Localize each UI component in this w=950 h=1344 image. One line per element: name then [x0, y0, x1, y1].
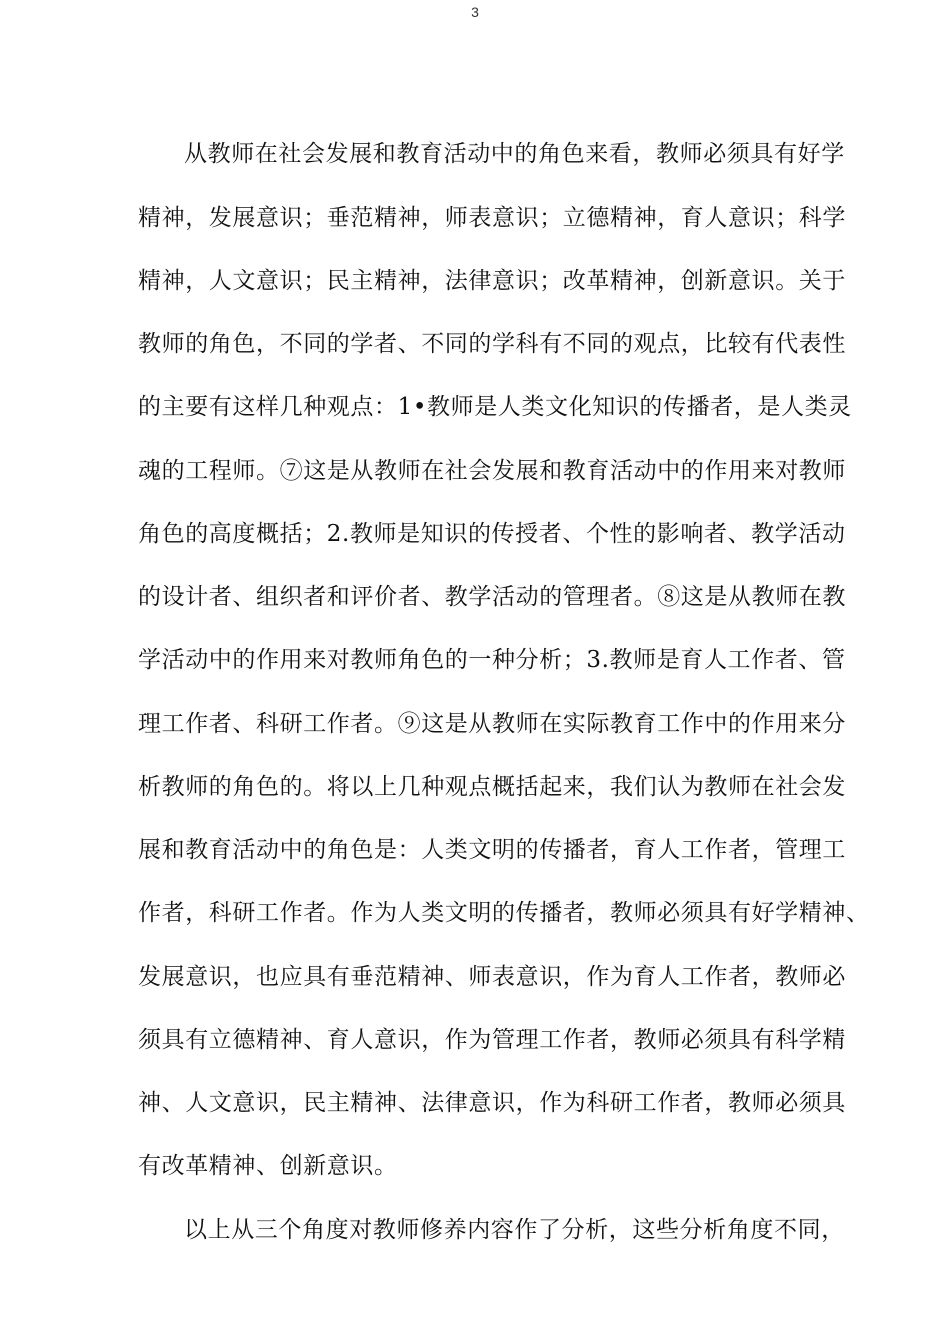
paragraph-1-line-17: 有改革精神、创新意识。 — [138, 1153, 398, 1179]
paragraph-1-line-3: 精神，人文意识；民主精神，法律意识；改革精神，创新意识。关于 — [138, 268, 846, 294]
paragraph-1-line-12: 展和教育活动中的角色是：人类文明的传播者，育人工作者，管理工 — [138, 837, 846, 863]
paragraph-1-line-1: 从教师在社会发展和教育活动中的角色来看，教师必须具有好学 — [184, 141, 845, 167]
paragraph-2-line-1: 以上从三个角度对教师修养内容作了分析，这些分析角度不同， — [184, 1217, 845, 1243]
page-number: 3 — [471, 4, 479, 20]
paragraph-1-line-11: 析教师的角色的。将以上几种观点概括起来，我们认为教师在社会发 — [138, 774, 846, 800]
paragraph-1-line-5: 的主要有这样几种观点：1•教师是人类文化知识的传播者，是人类灵 — [138, 394, 852, 420]
paragraph-1-line-7: 角色的高度概括；2.教师是知识的传授者、个性的影响者、教学活动 — [138, 521, 846, 547]
paragraph-1-line-9: 学活动中的作用来对教师角色的一种分析；3.教师是育人工作者、管 — [138, 647, 846, 673]
paragraph-1-line-13: 作者，科研工作者。作为人类文明的传播者，教师必须具有好学精神、 — [138, 900, 870, 926]
paragraph-1-line-4: 教师的角色，不同的学者、不同的学科有不同的观点，比较有代表性 — [138, 331, 846, 357]
paragraph-1-line-6: 魂的工程师。⑦这是从教师在社会发展和教育活动中的作用来对教师 — [138, 458, 846, 484]
paragraph-1-line-2: 精神，发展意识；垂范精神，师表意识；立德精神，育人意识；科学 — [138, 205, 846, 231]
paragraph-1-line-8: 的设计者、组织者和评价者、教学活动的管理者。⑧这是从教师在教 — [138, 584, 846, 610]
paragraph-1-line-16: 神、人文意识，民主精神、法律意识，作为科研工作者，教师必须具 — [138, 1090, 846, 1116]
paragraph-1-line-14: 发展意识，也应具有垂范精神、师表意识，作为育人工作者，教师必 — [138, 964, 846, 990]
paragraph-1-line-15: 须具有立德精神、育人意识，作为管理工作者，教师必须具有科学精 — [138, 1027, 846, 1053]
paragraph-1-line-10: 理工作者、科研工作者。⑨这是从教师在实际教育工作中的作用来分 — [138, 711, 846, 737]
